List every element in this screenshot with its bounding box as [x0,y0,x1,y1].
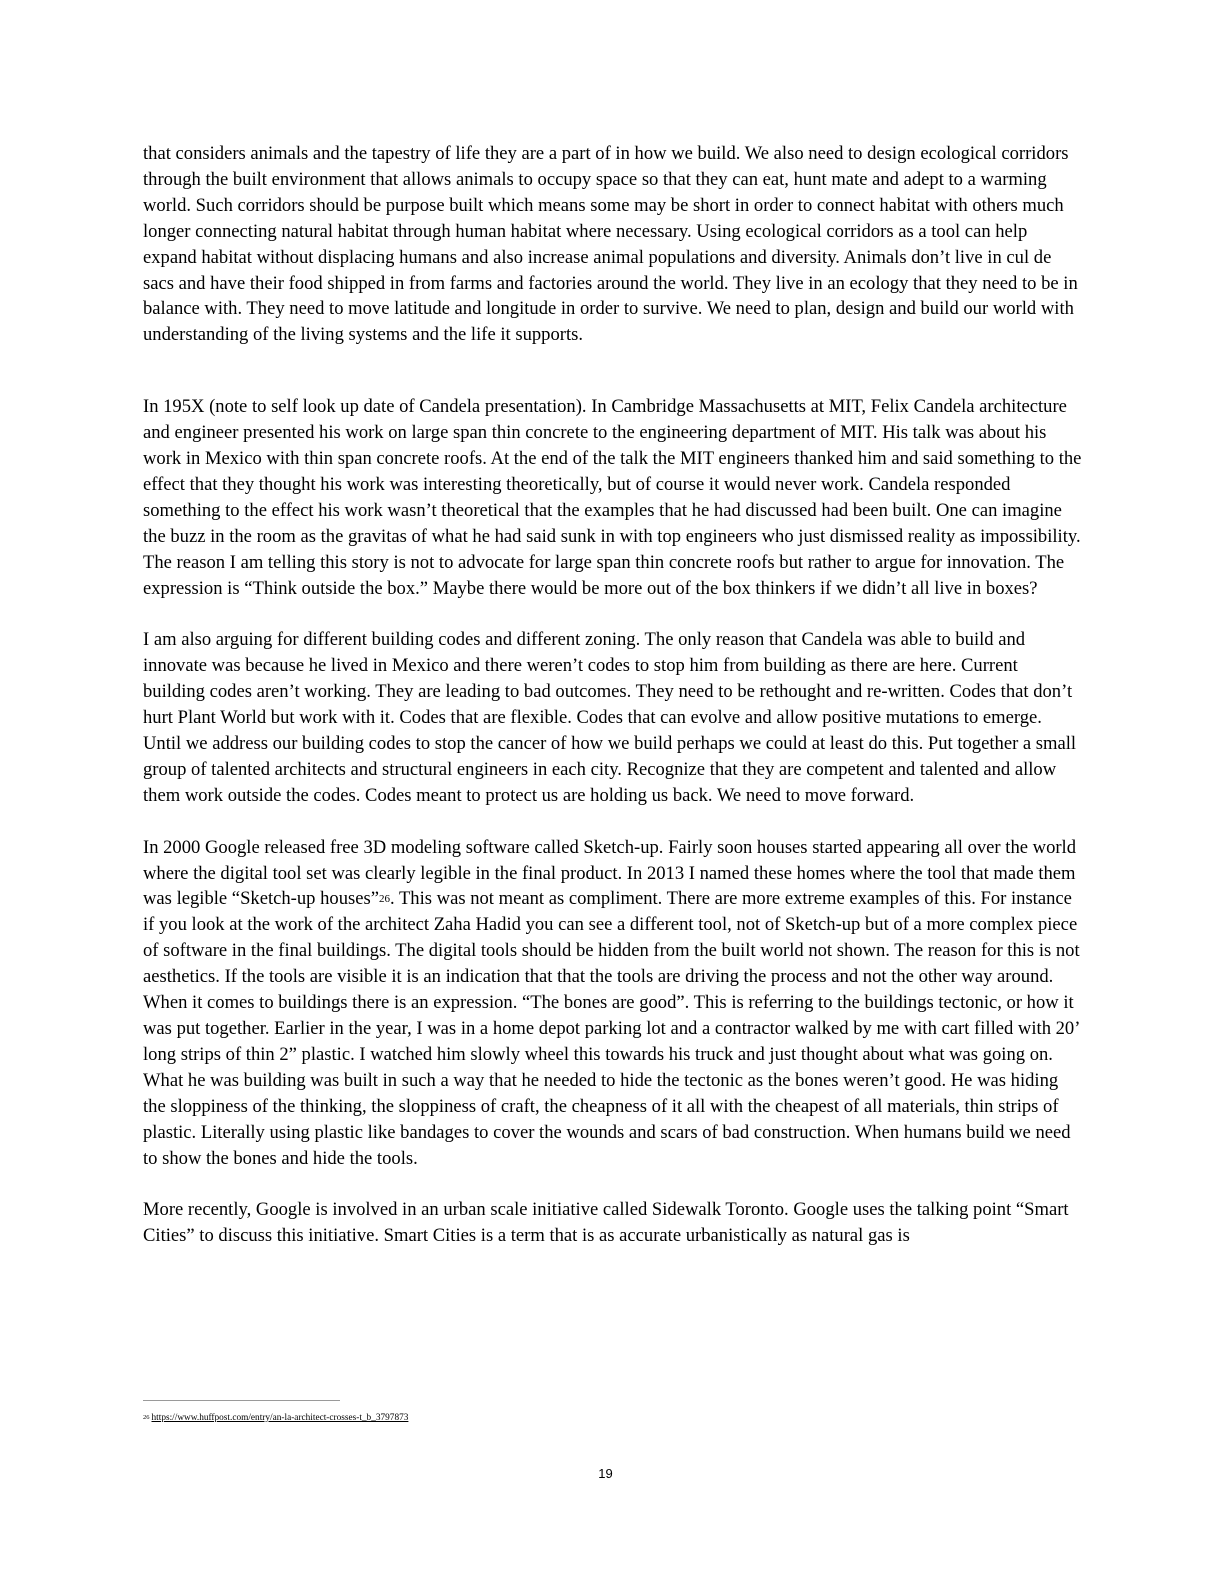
paragraph-sidewalk-toronto: More recently, Google is involved in an urban scale initiative called Sidewalk Toronto. Google uses the talking point “Smart Cities” to discuss this initiative. Smart Cities is a term that is as accurate urbanistically as natural gas is [143,1199,1069,1247]
page-number: 19 [598,1466,613,1481]
paragraph-sketch-up-text-start: In 2000 Google released free 3D modeling software called Sketch-up. Fairly soon houses started appearing all over the world where the digital tool set was clearly legible in the final product. In 2013 I named these homes where the tool that made them was legible “Sketch-up houses” [143,836,1077,910]
paragraph-candela-presentation: In 195X (note to self look up date of Candela presentation). In Cambridge Massachusetts at MIT, Felix Candela architecture and engineer presented his work on large span thin concrete to the engineering department of MIT. His talk was about his work in Mexico with thin span concrete roofs. At the end of the talk the MIT engineers thanked him and said something to the effect that they thought his work was interesting theoretically, but of course it would never work. Candela responded something to the effect his work wasn’t theoretical that the examples that he had discussed had been built. One can imagine the buzz in the room as the gravitas of what he had said sunk in with top engineers who just dismissed reality as impossibility. The reason I am telling this story is not to advocate for large span thin concrete roofs but rather to argue for innovation. The expression is “Think outside the box.” Maybe there would be more out of the box thinkers if we didn’t all live in boxes? [143,396,1082,599]
paragraph-sketch-up-houses [143,835,1083,1172]
footnote-divider [143,1400,340,1401]
footnote-number: 26 [143,1414,150,1421]
footnote-reference[interactable]: 26 [378,893,390,906]
footnote [143,1412,408,1424]
body-text [143,141,1083,1249]
paragraph-ecological-corridors: that considers animals and the tapestry of life they are a part of in how we build. We also need to design ecological corridors through the built environment that allows animals to occupy space so that they can eat, hunt mate and adept to a warming world. Such corridors should be purpose built which means some may be short in order to connect habitat with others much longer connecting natural habitat through human habitat where necessary. Using ecological corridors as a tool can help expand habitat without displacing humans and also increase animal populations and diversity. Animals don’t live in cul de sacs and have their food shipped in from farms and factories around the world. They live in an ecology that they need to be in balance with. They need to move latitude and longitude in order to survive. We need to plan, design and build our world with understanding of the living systems and the life it supports. [143,143,1078,346]
footnote-link[interactable]: https://www.huffpost.com/entry/an-la-architect-crosses-t_b_3797873 [151,1413,409,1423]
paragraph-sketch-up-text-end: . This was not meant as compliment. There are more extreme examples of this. For instance if you look at the work of the architect Zaha Hadid you can see a different tool, not of Sketch-up but of a more complex piece of software in the final buildings. The digital tools should be hidden from the built world not shown. The reason for this is not aesthetics. If the tools are visible it is an indication that that the tools are driving the process and not the other way around. When it comes to buildings there is an expression. “The bones are good”. This is referring to the buildings tectonic, or how it was put together. Earlier in the year, I was in a home depot parking lot and a contractor walked by me with cart filled with 20’ long strips of thin 2” plastic. I watched him slowly wheel this towards his truck and just thought about what was going on. What he was building was built in such a way that he needed to hide the tectonic as the bones weren’t good. He was hiding the sloppiness of the thinking, the sloppiness of craft, the cheapness of it all with the cheapest of all materials, thin strips of plastic. Literally using plastic like bandages to cover the wounds and scars of bad construction. When humans build we need to show the bones and hide the tools. [143,888,1080,1169]
paragraph-building-codes: I am also arguing for different building codes and different zoning. The only reason that Candela was able to build and innovate was because he lived in Mexico and there weren’t codes to stop him from building as there are here. Current building codes aren’t working. They are leading to bad outcomes. They need to be rethought and re-written. Codes that don’t hurt Plant World but work with it. Codes that are flexible. Codes that can evolve and allow positive mutations to emerge. Until we address our building codes to stop the cancer of how we build perhaps we could at least do this. Put together a small group of talented architects and structural engineers in each city. Recognize that they are competent and talented and allow them work outside the codes. Codes meant to protect us are holding us back. We need to move forward. [143,629,1077,806]
